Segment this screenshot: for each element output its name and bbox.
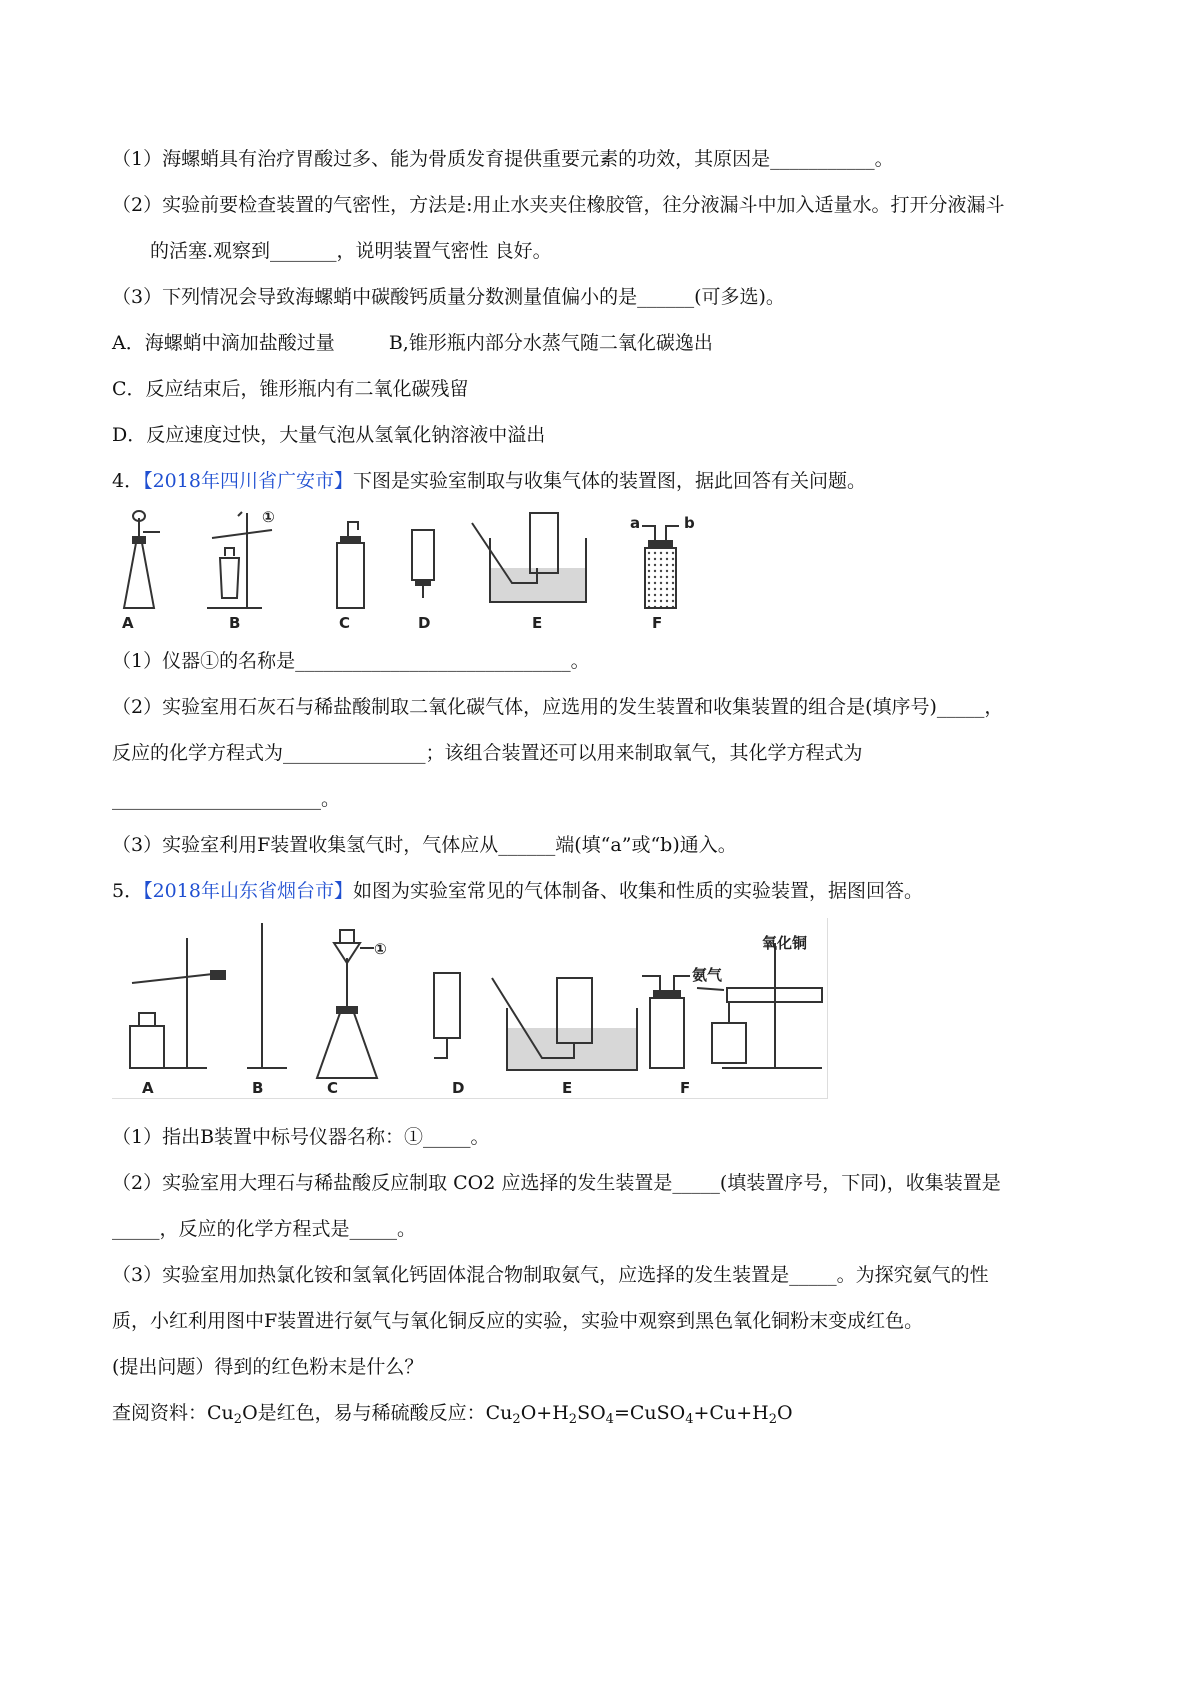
q4-part2-line3: ______________________。: [112, 788, 341, 810]
q5-info-text: +Cu+H: [693, 1402, 769, 1424]
q4-figure-label-c: C: [339, 614, 351, 632]
q5-question: (提出问题）得到的红色粉末是什么？: [112, 1356, 424, 1378]
q5-apparatus-d: [492, 978, 637, 1070]
q5-source: 【2018年山东省烟台市】: [143, 880, 353, 902]
q5-stem: [112, 878, 923, 904]
q4-part1: （1）仪器①的名称是_____________________________。: [112, 650, 590, 672]
q4-mark-1: ①: [262, 508, 275, 526]
q3-part2-line2: 的活塞.观察到_______，说明装置气密性 良好。: [150, 240, 552, 262]
q5-info-text: =CuSO: [613, 1402, 686, 1424]
q3-part1: （1）海螺蛸具有治疗胃酸过多、能为骨质发育提供重要元素的功效，其原因是___________。: [112, 148, 894, 170]
q5-figure-label-f: F: [680, 1079, 691, 1097]
q5-apparatus-a: [130, 938, 226, 1068]
q5-figure-label-d: D: [452, 1079, 465, 1097]
q5-ammonia-label: 氨气: [692, 966, 723, 984]
q4-apparatus-f: [642, 526, 679, 608]
q5-mark-1: ①: [374, 940, 387, 958]
q4-port-a: a: [630, 514, 641, 532]
q4-apparatus-d: [412, 530, 434, 598]
q3-option-b: B,锥形瓶内部分水蒸气随二氧化碳逸出: [388, 332, 713, 354]
q4-figure-label-e: E: [532, 614, 543, 632]
q3-part3: （3）下列情况会导致海螺蛸中碳酸钙质量分数测量值偏小的是______(可多选)。: [112, 286, 785, 308]
q5-info-subscript: 2: [768, 1412, 777, 1427]
q4-apparatus-figure: [112, 508, 712, 633]
q3-option-d: D．反应速度过快，大量气泡从氢氧化钠溶液中溢出: [112, 424, 546, 446]
q3-option-a: A．海螺蛸中滴加盐酸过量: [112, 332, 335, 354]
q5-apparatus-c: [434, 973, 460, 1058]
q5-figure-label-b: B: [252, 1079, 264, 1097]
q5-part2-line1: （2）实验室用大理石与稀盐酸反应制取 CO2 应选择的发生装置是_____(填装置序号，下同)，收集装置是: [112, 1172, 1001, 1194]
q4-figure-label-a: A: [122, 614, 134, 632]
q4-source: 【2018年四川省广安市】: [143, 470, 353, 492]
q5-info-text: O+H: [520, 1402, 569, 1424]
q3-option-c: C．反应结束后，锥形瓶内有二氧化碳残留: [112, 378, 469, 400]
q4-apparatus-c: [337, 522, 364, 608]
q5-number: 5．: [112, 880, 144, 902]
q5-part2-line2: _____，反应的化学方程式是_____。: [112, 1218, 417, 1240]
q5-part3-line1: （3）实验室用加热氯化铵和氢氧化钙固体混合物制取氨气，应选择的发生装置是_____。为探究氨气的性: [112, 1264, 989, 1286]
q5-reference-info: [112, 1400, 793, 1433]
q5-info-text: 查阅资料：Cu: [112, 1402, 234, 1424]
q5-figure-label-a: A: [142, 1079, 154, 1097]
q4-figure-label-b: B: [229, 614, 241, 632]
q4-part3: （3）实验室利用F装置收集氢气时，气体应从______端(填“a”或“b)通入。: [112, 834, 737, 856]
q5-cuo-label: 氧化铜: [762, 934, 808, 952]
q5-part1: （1）指出B装置中标号仪器名称：①_____。: [112, 1126, 490, 1148]
q4-stem-text: 下图是实验室制取与收集气体的装置图，据此回答有关问题。: [352, 470, 866, 492]
q5-info-subscript: 4: [605, 1412, 614, 1427]
q4-port-b: b: [684, 514, 695, 532]
q4-figure-label-d: D: [418, 614, 431, 632]
q5-apparatus-b: [247, 923, 377, 1078]
q4-part2-line1: （2）实验室用石灰石与稀盐酸制取二氧化碳气体，应选用的发生装置和收集装置的组合是(填序号)_____，: [112, 696, 1004, 718]
q4-apparatus-b: [207, 512, 272, 608]
q5-info-text: O是红色，易与稀硫酸反应：Cu: [242, 1402, 513, 1424]
q4-apparatus-e: [472, 513, 586, 602]
q3-options-ab: [112, 330, 713, 356]
q5-apparatus-figure: [112, 918, 828, 1099]
q5-figure-label-c: C: [327, 1079, 339, 1097]
q5-info-subscript: 2: [233, 1412, 243, 1427]
q5-info-subscript: 2: [512, 1412, 521, 1427]
q5-info-subscript: 2: [568, 1412, 578, 1427]
q5-stem-text: 如图为实验室常见的气体制备、收集和性质的实验装置，据图回答。: [352, 880, 923, 902]
q4-apparatus-a: [124, 511, 160, 608]
q4-number: 4．: [112, 470, 144, 492]
q5-part3-line2: 质，小红利用图中F装置进行氨气与氧化铜反应的实验，实验中观察到黑色氧化铜粉末变成红色。: [112, 1310, 924, 1332]
q5-apparatus-e: [642, 976, 690, 1068]
q4-stem: [112, 468, 866, 494]
q3-part2-line1: （2）实验前要检查装置的气密性，方法是:用止水夹夹住橡胶管，往分液漏斗中加入适量水。打开分液漏斗: [112, 194, 1005, 216]
q4-part2-line2: 反应的化学方程式为_______________；该组合装置还可以用来制取氧气，其化学方程式为: [112, 742, 863, 764]
q5-info-text: O: [776, 1402, 793, 1424]
q5-apparatus-f: [697, 943, 822, 1068]
q5-info-text: SO: [577, 1402, 606, 1424]
q5-info-subscript: 4: [685, 1412, 694, 1427]
q5-figure-label-e: E: [562, 1079, 573, 1097]
q4-figure-label-f: F: [652, 614, 663, 632]
